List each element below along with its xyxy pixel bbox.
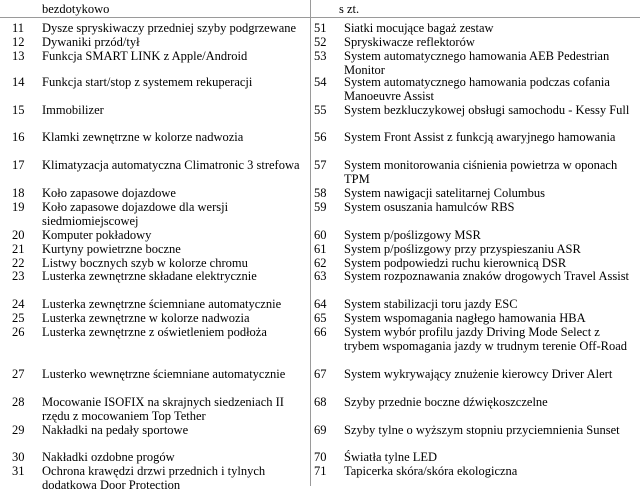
item-text: System podpowiedzi ruchu kierownicą DSR [344, 256, 567, 270]
list-item [314, 325, 638, 353]
item-text: Dywaniki przód/tył [42, 35, 140, 49]
list-item [314, 200, 514, 214]
list-item [12, 395, 312, 423]
item-text: Funkcja SMART LINK z Apple/Android [42, 49, 248, 63]
list-item [314, 269, 629, 283]
item-number: 24 [12, 297, 25, 311]
item-number: 28 [12, 395, 25, 409]
item-text: System wykrywający znużenie kierowcy Driver Alert [344, 367, 613, 381]
list-item [12, 450, 175, 464]
item-text: Światła tylne LED [344, 450, 438, 464]
item-text: Ochrona krawędzi drzwi przednich i tylnych dodatkowa Door Protection [42, 464, 266, 492]
item-text: Mocowanie ISOFIX na skrajnych siedzeniach II rzędu z mocowaniem Top Tether [42, 395, 284, 423]
item-number: 52 [314, 35, 327, 49]
item-number: 65 [314, 311, 327, 325]
item-number: 51 [314, 21, 327, 35]
list-item [314, 450, 437, 464]
list-item [12, 256, 248, 270]
list-item [314, 130, 615, 144]
item-number: 18 [12, 186, 25, 200]
item-number: 13 [12, 49, 25, 63]
item-number: 11 [12, 21, 25, 35]
list-item [12, 311, 250, 325]
item-text: System osuszania hamulców RBS [344, 200, 515, 214]
item-number: 19 [12, 200, 25, 214]
list-item [314, 186, 545, 200]
item-text: Lusterko wewnętrzne ściemniane automatycznie [42, 367, 286, 381]
list-item [314, 49, 638, 77]
item-text: Koło zapasowe dojazdowe [42, 186, 176, 200]
item-text: Szyby przednie boczne dźwiękoszczelne [344, 395, 548, 409]
list-item [314, 311, 586, 325]
list-item [12, 228, 151, 242]
item-number: 26 [12, 325, 25, 339]
list-item [314, 367, 612, 381]
list-item [12, 242, 181, 256]
item-number: 64 [314, 297, 327, 311]
item-text: Lusterka zewnętrzne ściemniane automatycznie [42, 297, 282, 311]
item-text: System automatycznego hamowania podczas cofania Manoeuvre Assist [344, 75, 610, 103]
list-item [12, 158, 300, 172]
item-number: 62 [314, 256, 327, 270]
item-number: 23 [12, 269, 25, 283]
item-text: System monitorowania ciśnienia powietrza w oponach TPM [344, 158, 618, 186]
list-item [314, 103, 629, 117]
item-text: Klimatyzacja automatyczna Climatronic 3 strefowa [42, 158, 300, 172]
item-number: 16 [12, 130, 25, 144]
item-text: Lusterka zewnętrzne składane elektrycznie [42, 269, 257, 283]
item-number: 58 [314, 186, 327, 200]
item-text: Listwy bocznych szyb w kolorze chromu [42, 256, 248, 270]
list-item [12, 103, 104, 117]
item-text: System wybór profilu jazdy Driving Mode Select z trybem wspomagania jazdy w trudnym terenie Off-Road [344, 325, 628, 353]
list-item [12, 297, 281, 311]
item-text: Lusterka zewnętrzne w kolorze nadwozia [42, 311, 250, 325]
item-number: 70 [314, 450, 327, 464]
list-item [314, 256, 566, 270]
item-number: 55 [314, 103, 327, 117]
item-text: System p/poślizgowy przy przyspieszaniu ASR [344, 242, 581, 256]
item-number: 69 [314, 423, 327, 437]
list-item [314, 423, 620, 437]
item-number: 71 [314, 464, 327, 478]
item-number: 31 [12, 464, 25, 478]
item-text: System nawigacji satelitarnej Columbus [344, 186, 546, 200]
list-item [314, 297, 518, 311]
item-number: 29 [12, 423, 25, 437]
item-number: 27 [12, 367, 25, 381]
item-text: Tapicerka skóra/skóra ekologiczna [344, 464, 518, 478]
item-text: Komputer pokładowy [42, 228, 152, 242]
item-number: 12 [12, 35, 25, 49]
item-number: 17 [12, 158, 25, 172]
item-text: Immobilizer [42, 103, 104, 117]
item-text: Siatki mocujące bagaż zestaw [344, 21, 494, 35]
item-text: Nakładki na pedały sportowe [42, 423, 189, 437]
item-number: 56 [314, 130, 327, 144]
item-text: System bezkluczykowej obsługi samochodu - Kessy Full [344, 103, 630, 117]
item-number: 25 [12, 311, 25, 325]
item-number: 21 [12, 242, 25, 256]
list-item [12, 21, 296, 35]
item-text: Lusterka zewnętrzne z oświetleniem podłoża [42, 325, 267, 339]
item-number: 68 [314, 395, 327, 409]
list-item [314, 242, 581, 256]
item-number: 66 [314, 325, 327, 339]
list-item [12, 423, 188, 437]
item-number: 54 [314, 75, 327, 89]
item-text: Dysze spryskiwaczy przedniej szyby podgrzewane [42, 21, 297, 35]
list-item [12, 464, 312, 492]
item-text: Nakładki ozdobne progów [42, 450, 175, 464]
list-item [12, 367, 285, 381]
item-text: Koło zapasowe dojazdowe dla wersji siedmiomiejscowej [42, 200, 229, 228]
item-text: System automatycznego hamowania AEB Pedestrian Monitor [344, 49, 610, 77]
list-item [314, 464, 517, 478]
item-number: 30 [12, 450, 25, 464]
item-number: 61 [314, 242, 327, 256]
item-text: System stabilizacji toru jazdy ESC [344, 297, 518, 311]
header-divider [0, 17, 640, 18]
list-item [314, 228, 481, 242]
item-number: 15 [12, 103, 25, 117]
item-text: Kurtyny powietrzne boczne [42, 242, 181, 256]
list-item [12, 35, 140, 49]
item-text: Klamki zewnętrzne w kolorze nadwozia [42, 130, 244, 144]
item-number: 59 [314, 200, 327, 214]
list-item [12, 200, 312, 228]
header-left-continued-text: bezdotykowo [42, 2, 110, 16]
item-number: 22 [12, 256, 25, 270]
list-item [314, 395, 548, 409]
list-item [12, 186, 176, 200]
list-item [12, 75, 252, 89]
item-number: 20 [12, 228, 25, 242]
list-item [314, 35, 475, 49]
item-text: Spryskiwacze reflektorów [344, 35, 475, 49]
list-item [12, 49, 247, 63]
item-text: System p/poślizgowy MSR [344, 228, 481, 242]
item-number: 63 [314, 269, 327, 283]
item-text: System Front Assist z funkcją awaryjnego hamowania [344, 130, 616, 144]
item-number: 14 [12, 75, 25, 89]
item-text: System wspomagania nagłego hamowania HBA [344, 311, 586, 325]
item-number: 60 [314, 228, 327, 242]
header-right-continued-text: s zt. [339, 2, 360, 16]
list-item [12, 325, 267, 339]
item-text: Szyby tylne o wyższym stopniu przyciemnienia Sunset [344, 423, 620, 437]
item-text: Funkcja start/stop z systemem rekuperacji [42, 75, 253, 89]
list-item [314, 75, 638, 103]
item-number: 57 [314, 158, 327, 172]
list-item [12, 130, 243, 144]
item-number: 53 [314, 49, 327, 63]
list-item [314, 158, 638, 186]
item-number: 67 [314, 367, 327, 381]
list-item [12, 269, 257, 283]
item-text: System rozpoznawania znaków drogowych Travel Assist [344, 269, 630, 283]
list-item [314, 21, 494, 35]
